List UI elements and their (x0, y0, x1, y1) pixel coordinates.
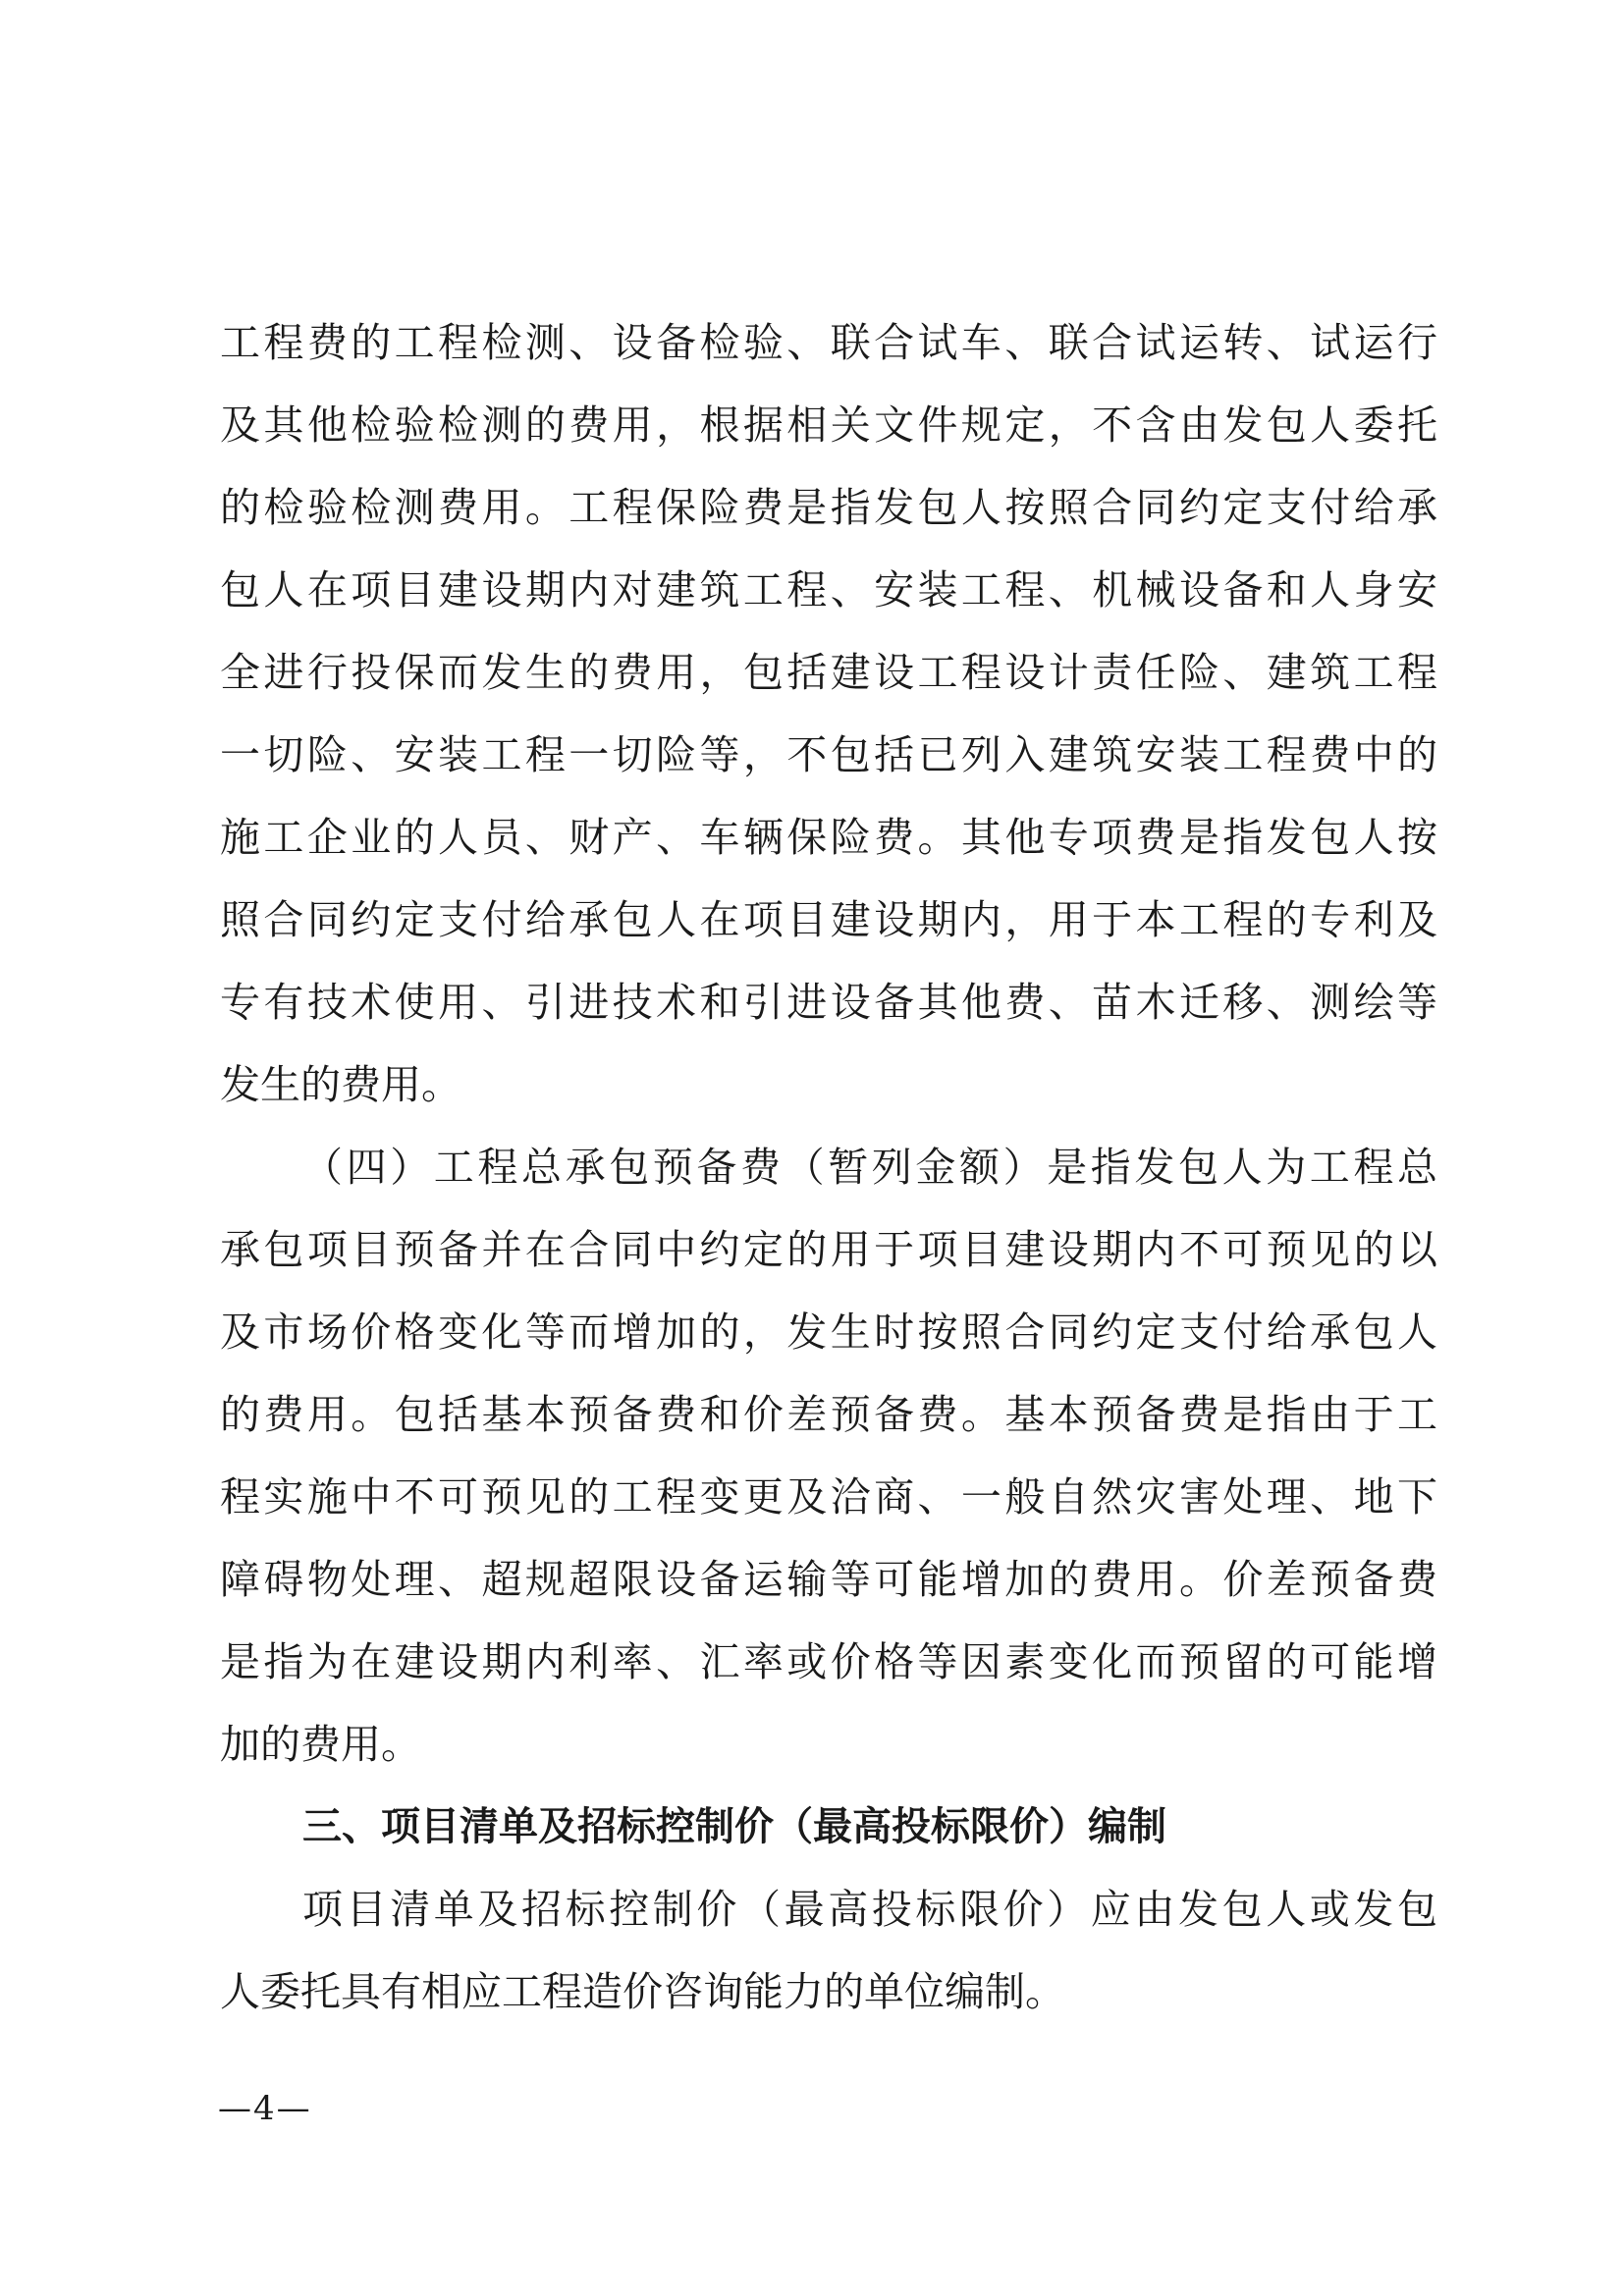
text-line: 工程费的工程检测、设备检验、联合试车、联合试运转、试运行 (220, 319, 1437, 366)
text-line: 包人在项目建设期内对建筑工程、安装工程、机械设备和人身安 (220, 566, 1437, 614)
text-line: 加的费用。 (220, 1721, 421, 1768)
text-line: 程实施中不可预见的工程变更及洽商、一般自然灾害处理、地下 (220, 1473, 1437, 1521)
text-line: 及市场价格变化等而增加的，发生时按照合同约定支付给承包人 (220, 1308, 1437, 1356)
text-line: 发生的费用。 (220, 1061, 461, 1108)
text-line: 及其他检验检测的费用，根据相关文件规定，不含由发包人委托 (220, 401, 1437, 449)
text-line: 施工企业的人员、财产、车辆保险费。其他专项费是指发包人按 (220, 814, 1437, 861)
text-line: 一切险、安装工程一切险等，不包括已列入建筑安装工程费中的 (220, 731, 1437, 778)
text-line: 障碍物处理、超规超限设备运输等可能增加的费用。价差预备费 (220, 1556, 1437, 1603)
text-line: 的检验检测费用。工程保险费是指发包人按照合同约定支付给承 (220, 484, 1437, 531)
paragraph-start-line: 项目清单及招标控制价（最高投标限价）应由发包人或发包 (302, 1886, 1437, 1933)
text-line: 照合同约定支付给承包人在项目建设期内，用于本工程的专利及 (220, 896, 1437, 943)
text-line: 专有技术使用、引进技术和引进设备其他费、苗木迁移、测绘等 (220, 979, 1437, 1026)
text-line: 全进行投保而发生的费用，包括建设工程设计责任险、建筑工程 (220, 649, 1437, 696)
page-number: —4— (218, 2089, 312, 2128)
section-heading: 三、项目清单及招标控制价（最高投标限价）编制 (302, 1804, 1166, 1849)
text-line: 是指为在建设期内利率、汇率或价格等因素变化而预留的可能增 (220, 1638, 1437, 1685)
text-line: 人委托具有相应工程造价咨询能力的单位编制。 (220, 1968, 1065, 2015)
paragraph-start-line: （四）工程总承包预备费（暂列金额）是指发包人为工程总 (302, 1144, 1437, 1191)
text-line: 承包项目预备并在合同中约定的用于项目建设期内不可预见的以 (220, 1226, 1437, 1273)
text-line: 的费用。包括基本预备费和价差预备费。基本预备费是指由于工 (220, 1391, 1437, 1438)
